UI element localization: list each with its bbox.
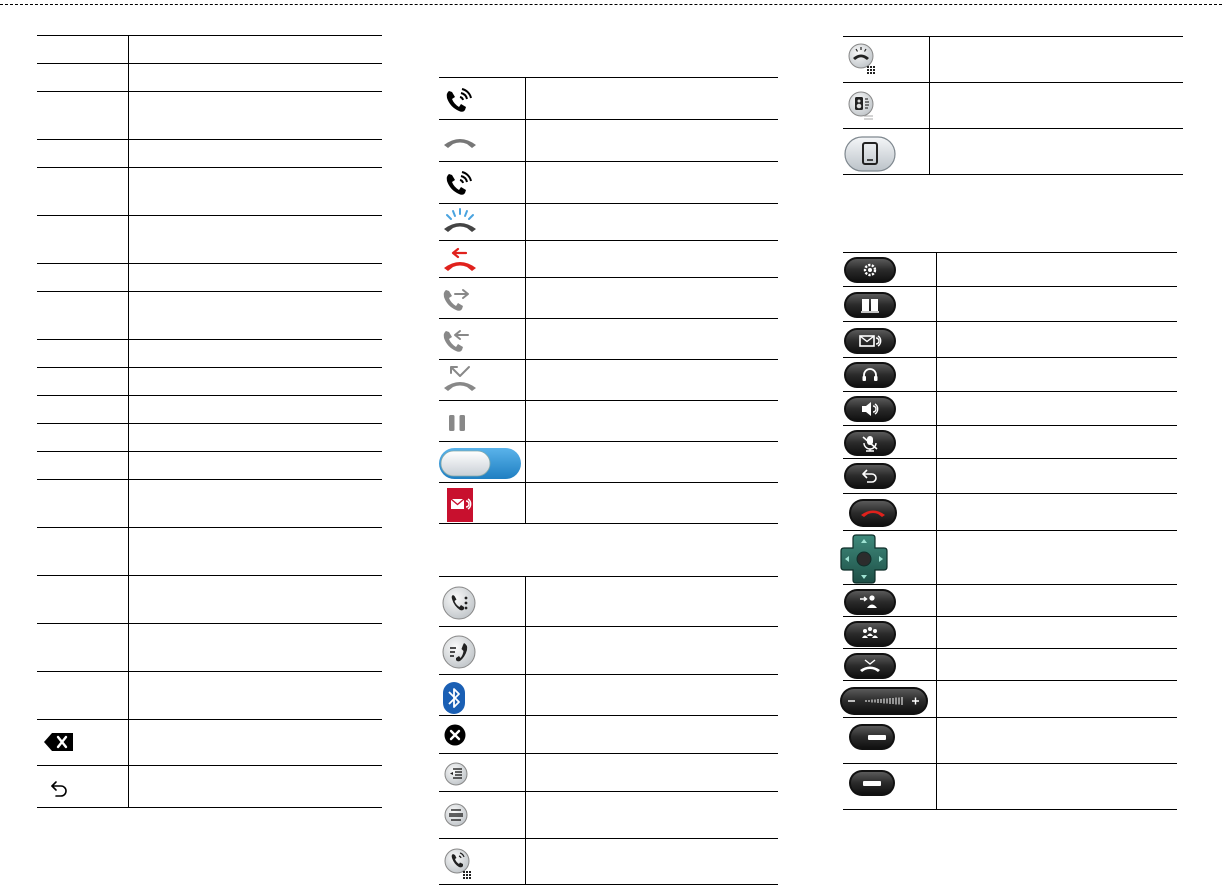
- directory-button-icon[interactable]: [843, 291, 897, 319]
- line-button-2-icon[interactable]: [848, 769, 896, 797]
- headset-button-icon[interactable]: [843, 361, 897, 389]
- speaker-button-icon[interactable]: [843, 395, 897, 423]
- conference-button-icon[interactable]: [843, 620, 897, 648]
- messages-button-icon[interactable]: [843, 327, 897, 355]
- table-row: [843, 531, 1177, 585]
- end-call-button-icon[interactable]: [848, 498, 898, 528]
- hold-button-icon[interactable]: [843, 652, 897, 680]
- back-button-icon[interactable]: [843, 462, 897, 490]
- line-button-icon[interactable]: [848, 723, 896, 751]
- transfer-button-icon[interactable]: [843, 588, 897, 616]
- mute-button-icon[interactable]: [843, 429, 897, 457]
- settings-button-icon[interactable]: [843, 256, 897, 284]
- volume-bar-icon[interactable]: [839, 686, 929, 716]
- navigation-cluster-icon[interactable]: [839, 533, 889, 585]
